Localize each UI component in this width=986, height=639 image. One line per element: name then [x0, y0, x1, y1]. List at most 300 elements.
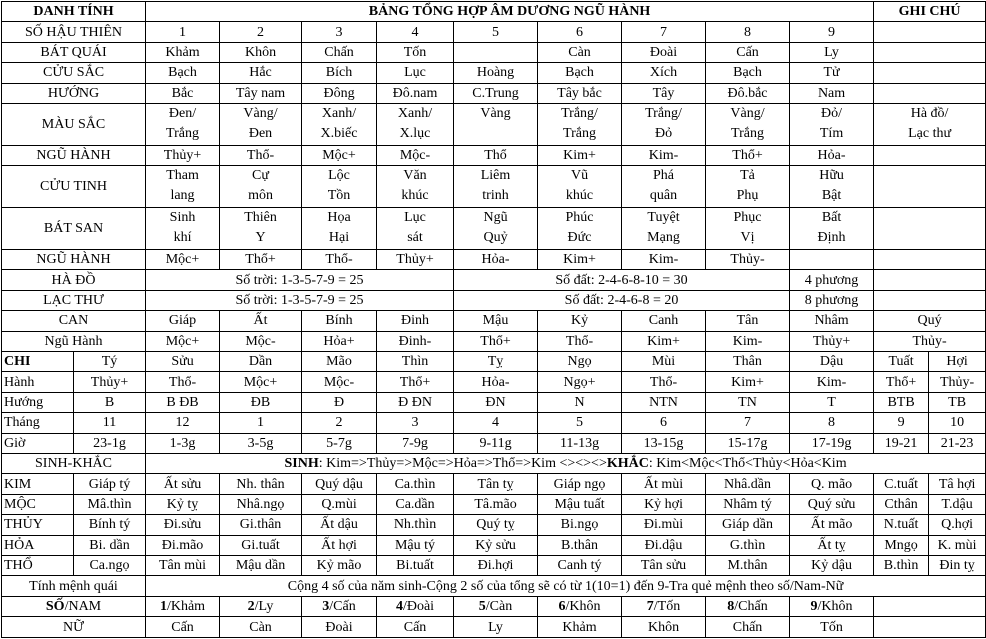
- year-cell: Mậu tý: [377, 535, 454, 555]
- row-label: [2, 596, 146, 616]
- value-cell: Thổ-: [146, 372, 220, 392]
- value-cell: 6: [622, 413, 706, 433]
- value-cell: Thủy-: [706, 249, 790, 269]
- chi-cell: Tuất: [874, 352, 929, 372]
- year-cell: Giáp tý: [74, 474, 146, 494]
- so-nam-row: [2, 596, 986, 616]
- element-year-row: [2, 515, 986, 535]
- year-cell: Đi.hợi: [454, 556, 538, 576]
- chi-cell: Thân: [706, 352, 790, 372]
- value-cell: Bạch: [538, 63, 622, 83]
- value-cell: Kim+: [538, 145, 622, 165]
- year-cell: Kỷ tỵ: [146, 494, 220, 514]
- value-cell: TB: [929, 392, 986, 412]
- can-cell: Quý: [874, 311, 986, 331]
- chi-cell: Mùi: [622, 352, 706, 372]
- row-label: Ngũ Hành: [2, 331, 146, 351]
- value-cell: Vũ khúc: [538, 166, 622, 208]
- value-cell: 3-5g: [220, 433, 302, 453]
- row-label: NGŨ HÀNH: [2, 145, 146, 165]
- value-cell: 6: [538, 22, 622, 42]
- year-cell: Ất sửu: [146, 474, 220, 494]
- value-cell: C.Trung: [454, 83, 538, 103]
- element-cell: Thổ+: [454, 331, 538, 351]
- value-cell: Ngọ+: [538, 372, 622, 392]
- value-cell: Tây nam: [220, 83, 302, 103]
- note-cell: [874, 208, 986, 250]
- row-label: THỔ: [2, 556, 74, 576]
- year-cell: Tâ.mão: [454, 494, 538, 514]
- value-cell: 2: [302, 413, 377, 433]
- value-cell: Thổ+: [220, 249, 302, 269]
- year-cell: K. mùi: [929, 535, 986, 555]
- year-cell: Bi. dần: [74, 535, 146, 555]
- note-cell: [874, 145, 986, 165]
- can-cell: Tân: [706, 311, 790, 331]
- value-cell: Bắc: [146, 83, 220, 103]
- note-cell: [874, 290, 986, 310]
- top-row: [2, 104, 986, 146]
- element-cell: Hỏa+: [302, 331, 377, 351]
- chi-cell: Ngọ: [538, 352, 622, 372]
- element-cell: Kim+: [622, 331, 706, 351]
- value-cell: Tham lang: [146, 166, 220, 208]
- chi-detail-row: [2, 413, 986, 433]
- value-cell: Xanh/ X.biếc: [302, 104, 377, 146]
- note-cell: [874, 63, 986, 83]
- directions: 8 phương: [790, 290, 874, 310]
- value-cell: 5: [454, 22, 538, 42]
- row-label: LẠC THƯ: [2, 290, 146, 310]
- can-cell: Mậu: [454, 311, 538, 331]
- menh-quai-text: Cộng 4 số của năm sinh-Cộng 2 số của tổng sẽ có từ 1(10=1) đến 9-Tra quẻ mệnh theo số/Nam-Nữ: [146, 576, 986, 596]
- value-cell: Thổ-: [220, 145, 302, 165]
- row-label: Hành: [2, 372, 74, 392]
- value-cell: Càn: [538, 42, 622, 62]
- so-nam-cell: [790, 596, 874, 616]
- value-cell: Bích: [302, 63, 377, 83]
- nu-cell: Đoài: [302, 617, 377, 638]
- element-cell: Mộc+: [146, 331, 220, 351]
- ha-do-row: [2, 270, 986, 290]
- year-cell: Giáp dần: [706, 515, 790, 535]
- so-nam-cell: [622, 596, 706, 616]
- value-cell: ĐB: [220, 392, 302, 412]
- value-cell: Vàng/ Trắng: [706, 104, 790, 146]
- value-cell: Kim-: [790, 372, 874, 392]
- value-cell: Văn khúc: [377, 166, 454, 208]
- year-cell: C.tuất: [874, 474, 929, 494]
- value-cell: Hỏa-: [454, 249, 538, 269]
- value-cell: 15-17g: [706, 433, 790, 453]
- row-label: KIM: [2, 474, 74, 494]
- year-cell: Ca.ngọ: [74, 556, 146, 576]
- chi-detail-row: [2, 372, 986, 392]
- top-row: [2, 22, 986, 42]
- value-cell: Thủy+: [377, 249, 454, 269]
- value-cell: Ngũ Quỷ: [454, 208, 538, 250]
- trigram-name: /Chấn: [734, 599, 768, 615]
- value-cell: T: [790, 392, 874, 412]
- row-label: HÀ ĐỒ: [2, 270, 146, 290]
- value-cell: Cự môn: [220, 166, 302, 208]
- note-cell: [874, 270, 986, 290]
- note-cell: [874, 83, 986, 103]
- year-cell: Q.mùi: [302, 494, 377, 514]
- nu-row: [2, 617, 986, 638]
- year-cell: Bi.tuất: [377, 556, 454, 576]
- sinh-khac-text: [146, 454, 986, 474]
- note-cell: [874, 22, 986, 42]
- element-year-row: [2, 474, 986, 494]
- element-year-row: [2, 535, 986, 555]
- value-cell: 19-21: [874, 433, 929, 453]
- trigram-number: 7: [646, 599, 654, 615]
- year-cell: Nhâ.dần: [706, 474, 790, 494]
- header-right: GHI CHÚ: [874, 2, 986, 22]
- value-cell: 3: [302, 22, 377, 42]
- year-cell: G.thìn: [706, 535, 790, 555]
- year-cell: T.dậu: [929, 494, 986, 514]
- trigram-number: 8: [727, 599, 735, 615]
- year-cell: Kỷ dậu: [790, 556, 874, 576]
- note-cell: [874, 596, 986, 616]
- can-cell: Kỷ: [538, 311, 622, 331]
- value-cell: [454, 42, 538, 62]
- nu-cell: Khảm: [538, 617, 622, 638]
- year-cell: Đi.sửu: [146, 515, 220, 535]
- value-cell: Đen/ Trắng: [146, 104, 220, 146]
- directions: 4 phương: [790, 270, 874, 290]
- value-cell: 8: [706, 22, 790, 42]
- value-cell: 7-9g: [377, 433, 454, 453]
- value-cell: Họa Hại: [302, 208, 377, 250]
- row-label: NGŨ HÀNH: [2, 249, 146, 269]
- so-nam-cell: [220, 596, 302, 616]
- chi-detail-row: [2, 392, 986, 412]
- value-cell: 12: [146, 413, 220, 433]
- value-cell: Cấn: [706, 42, 790, 62]
- value-cell: NTN: [622, 392, 706, 412]
- khac-key: KHẮC: [606, 456, 649, 472]
- year-cell: Ca.thìn: [377, 474, 454, 494]
- chi-cell: Thìn: [377, 352, 454, 372]
- row-label: Tính mệnh quái: [2, 576, 146, 596]
- value-cell: Đ: [302, 392, 377, 412]
- nu-cell: Tốn: [790, 617, 874, 638]
- value-cell: 1: [220, 413, 302, 433]
- top-row: [2, 166, 986, 208]
- chi-cell: Tý: [74, 352, 146, 372]
- year-cell: Ất tỵ: [790, 535, 874, 555]
- value-cell: 4: [454, 413, 538, 433]
- year-cell: Bính tý: [74, 515, 146, 535]
- value-cell: Thổ: [454, 145, 538, 165]
- value-cell: ĐN: [454, 392, 538, 412]
- year-cell: Quý dậu: [302, 474, 377, 494]
- value-cell: Thổ+: [706, 145, 790, 165]
- row-label: Giờ: [2, 433, 74, 453]
- so-nam-cell: [538, 596, 622, 616]
- row-label: MÀU SẮC: [2, 104, 146, 146]
- year-cell: Kỷ hợi: [622, 494, 706, 514]
- year-cell: Đi.dậu: [622, 535, 706, 555]
- row-label: CHI: [2, 352, 74, 372]
- row-label: SINH-KHẮC: [2, 454, 146, 474]
- trigram-name: /Khảm: [166, 599, 206, 615]
- value-cell: Khảm: [146, 42, 220, 62]
- value-cell: Đoài: [622, 42, 706, 62]
- chi-cell: Dậu: [790, 352, 874, 372]
- top-row: [2, 83, 986, 103]
- trigram-number: 2: [247, 599, 255, 615]
- year-cell: Tân tỵ: [454, 474, 538, 494]
- note-cell: [874, 42, 986, 62]
- value-cell: 7: [622, 22, 706, 42]
- year-cell: Kỷ mão: [302, 556, 377, 576]
- year-cell: Giáp ngọ: [538, 474, 622, 494]
- year-cell: Nhâm tý: [706, 494, 790, 514]
- value-cell: Kim-: [622, 249, 706, 269]
- trigram-number: 3: [322, 599, 330, 615]
- value-cell: Thiên Y: [220, 208, 302, 250]
- year-cell: Ất mão: [790, 515, 874, 535]
- row-label: HỎA: [2, 535, 74, 555]
- year-cell: Tâ hợi: [929, 474, 986, 494]
- so-nam-cell: [302, 596, 377, 616]
- value-cell: 5: [538, 413, 622, 433]
- value-cell: Liêm trinh: [454, 166, 538, 208]
- value-cell: Tả Phụ: [706, 166, 790, 208]
- trigram-number: 9: [810, 599, 818, 615]
- trigram-number: 1: [159, 599, 167, 615]
- nu-cell: Cấn: [377, 617, 454, 638]
- sinh-key: SINH: [284, 456, 319, 472]
- value-cell: Lộc Tồn: [302, 166, 377, 208]
- year-cell: Đin tỵ: [929, 556, 986, 576]
- value-cell: Hỏa-: [790, 145, 874, 165]
- value-cell: Trắng/ Đỏ: [622, 104, 706, 146]
- value-cell: Đ ĐN: [377, 392, 454, 412]
- note-cell: [874, 249, 986, 269]
- year-cell: Mâ.thìn: [74, 494, 146, 514]
- can-cell: Ất: [220, 311, 302, 331]
- value-cell: 2: [220, 22, 302, 42]
- value-cell: 11-13g: [538, 433, 622, 453]
- value-cell: Kim+: [706, 372, 790, 392]
- value-cell: 8: [790, 413, 874, 433]
- trigram-name: /Khôn: [817, 599, 853, 615]
- can-cell: Giáp: [146, 311, 220, 331]
- value-cell: Mộc+: [220, 372, 302, 392]
- value-cell: Nam: [790, 83, 874, 103]
- value-cell: 17-19g: [790, 433, 874, 453]
- value-cell: Lục: [377, 63, 454, 83]
- top-row: [2, 249, 986, 269]
- row-label: Hướng: [2, 392, 74, 412]
- value-cell: 10: [929, 413, 986, 433]
- chi-cell: Hợi: [929, 352, 986, 372]
- year-cell: M.thân: [706, 556, 790, 576]
- value-cell: Khôn: [220, 42, 302, 62]
- year-cell: Gi.tuất: [220, 535, 302, 555]
- top-row: [2, 145, 986, 165]
- chi-cell: Dần: [220, 352, 302, 372]
- trigram-name: /Khôn: [565, 599, 601, 615]
- value-cell: Xích: [622, 63, 706, 83]
- value-cell: Hoàng: [454, 63, 538, 83]
- nu-cell: Càn: [220, 617, 302, 638]
- so-nam-cell: [377, 596, 454, 616]
- row-label: CAN: [2, 311, 146, 331]
- year-cell: Mậu tuất: [538, 494, 622, 514]
- year-cell: B.thân: [538, 535, 622, 555]
- trigram-name: /Ly: [254, 599, 274, 615]
- row-label: Tháng: [2, 413, 74, 433]
- value-cell: B: [74, 392, 146, 412]
- year-cell: Tân sửu: [622, 556, 706, 576]
- year-cell: Đi.mùi: [622, 515, 706, 535]
- value-cell: Đông: [302, 83, 377, 103]
- value-cell: Thủy-: [929, 372, 986, 392]
- value-cell: 4: [377, 22, 454, 42]
- value-cell: Thổ-: [302, 249, 377, 269]
- value-cell: Tốn: [377, 42, 454, 62]
- top-row: [2, 63, 986, 83]
- element-year-row: [2, 556, 986, 576]
- chi-cell: Sửu: [146, 352, 220, 372]
- row-label: MỘC: [2, 494, 74, 514]
- nu-cell: Chấn: [706, 617, 790, 638]
- element-cell: Thủy-: [874, 331, 986, 351]
- value-cell: Xanh/ X.lục: [377, 104, 454, 146]
- earth-numbers: Số đất: 2-4-6-8 = 20: [454, 290, 790, 310]
- trigram-number: 4: [395, 599, 403, 615]
- khac-chain: : Kim<Mộc<Thổ<Thủy<Hỏa<Kim: [648, 456, 847, 472]
- note-cell: [874, 166, 986, 208]
- value-cell: Vàng: [454, 104, 538, 146]
- year-cell: Nh. thân: [220, 474, 302, 494]
- year-cell: Cthân: [874, 494, 929, 514]
- value-cell: BTB: [874, 392, 929, 412]
- value-cell: Kim+: [538, 249, 622, 269]
- year-cell: Quý sửu: [790, 494, 874, 514]
- value-cell: Phục Vị: [706, 208, 790, 250]
- year-cell: Canh tý: [538, 556, 622, 576]
- year-cell: Ất mùi: [622, 474, 706, 494]
- menh-quai-row: [2, 576, 986, 596]
- row-label: BÁT SAN: [2, 208, 146, 250]
- value-cell: Bạch: [706, 63, 790, 83]
- value-cell: Trắng/ Trắng: [538, 104, 622, 146]
- value-cell: Chấn: [302, 42, 377, 62]
- value-cell: 23-1g: [74, 433, 146, 453]
- note-cell: Hà đồ/ Lạc thư: [874, 104, 986, 146]
- value-cell: 9: [874, 413, 929, 433]
- so-nam-cell: [454, 596, 538, 616]
- table-title: BẢNG TỔNG HỢP ÂM DƯƠNG NGŨ HÀNH: [146, 2, 874, 22]
- row-label: THỦY: [2, 515, 74, 535]
- value-cell: N: [538, 392, 622, 412]
- value-cell: B ĐB: [146, 392, 220, 412]
- year-cell: Quý tỵ: [454, 515, 538, 535]
- year-cell: B.thìn: [874, 556, 929, 576]
- value-cell: [790, 249, 874, 269]
- value-cell: Thổ-: [622, 372, 706, 392]
- value-cell: 9-11g: [454, 433, 538, 453]
- year-cell: Ất hợi: [302, 535, 377, 555]
- value-cell: Bạch: [146, 63, 220, 83]
- can-cell: Canh: [622, 311, 706, 331]
- year-cell: Nh.thìn: [377, 515, 454, 535]
- trigram-name: /Đoài: [402, 599, 435, 615]
- value-cell: Mộc+: [146, 249, 220, 269]
- value-cell: Phá quân: [622, 166, 706, 208]
- row-label: HƯỚNG: [2, 83, 146, 103]
- value-cell: Thủy+: [74, 372, 146, 392]
- year-cell: Bi.ngọ: [538, 515, 622, 535]
- nam-key: /NAM: [64, 599, 102, 615]
- chi-row: [2, 352, 986, 372]
- value-cell: Tây bắc: [538, 83, 622, 103]
- nu-cell: Khôn: [622, 617, 706, 638]
- value-cell: 1-3g: [146, 433, 220, 453]
- value-cell: Phúc Đức: [538, 208, 622, 250]
- sinh-chain: : Kim=>Thủy=>Mộc=>Hỏa=>Thổ=>Kim <><><>: [318, 456, 607, 472]
- yin-yang-five-elements-table: [1, 1, 986, 638]
- year-cell: Mngọ: [874, 535, 929, 555]
- year-cell: Nhâ.ngọ: [220, 494, 302, 514]
- year-cell: Ca.dần: [377, 494, 454, 514]
- value-cell: Mộc+: [302, 145, 377, 165]
- value-cell: Vàng/ Đen: [220, 104, 302, 146]
- value-cell: 3: [377, 413, 454, 433]
- trigram-name: /Càn: [485, 599, 513, 615]
- can-cell: Bính: [302, 311, 377, 331]
- value-cell: 1: [146, 22, 220, 42]
- value-cell: Bất Định: [790, 208, 874, 250]
- value-cell: 13-15g: [622, 433, 706, 453]
- sinh-khac-row: [2, 454, 986, 474]
- trigram-number: 5: [478, 599, 486, 615]
- value-cell: Thổ+: [874, 372, 929, 392]
- lac-thu-row: [2, 290, 986, 310]
- row-label: BÁT QUÁI: [2, 42, 146, 62]
- value-cell: Hắc: [220, 63, 302, 83]
- chi-cell: Mão: [302, 352, 377, 372]
- value-cell: 11: [74, 413, 146, 433]
- element-cell: Thổ-: [538, 331, 622, 351]
- value-cell: 9: [790, 22, 874, 42]
- value-cell: Đô.nam: [377, 83, 454, 103]
- year-cell: Kỷ sửu: [454, 535, 538, 555]
- row-label: CỬU TINH: [2, 166, 146, 208]
- value-cell: Mộc-: [302, 372, 377, 392]
- can-element-row: [2, 331, 986, 351]
- chi-cell: Tỵ: [454, 352, 538, 372]
- so-nam-cell: [706, 596, 790, 616]
- value-cell: Hữu Bật: [790, 166, 874, 208]
- so-key: SỐ: [45, 599, 65, 615]
- row-label: CỬU SẮC: [2, 63, 146, 83]
- can-cell: Đinh: [377, 311, 454, 331]
- value-cell: 21-23: [929, 433, 986, 453]
- element-cell: Đinh-: [377, 331, 454, 351]
- value-cell: 5-7g: [302, 433, 377, 453]
- trigram-name: /Cấn: [329, 599, 356, 615]
- chi-detail-row: [2, 433, 986, 453]
- value-cell: Ly: [790, 42, 874, 62]
